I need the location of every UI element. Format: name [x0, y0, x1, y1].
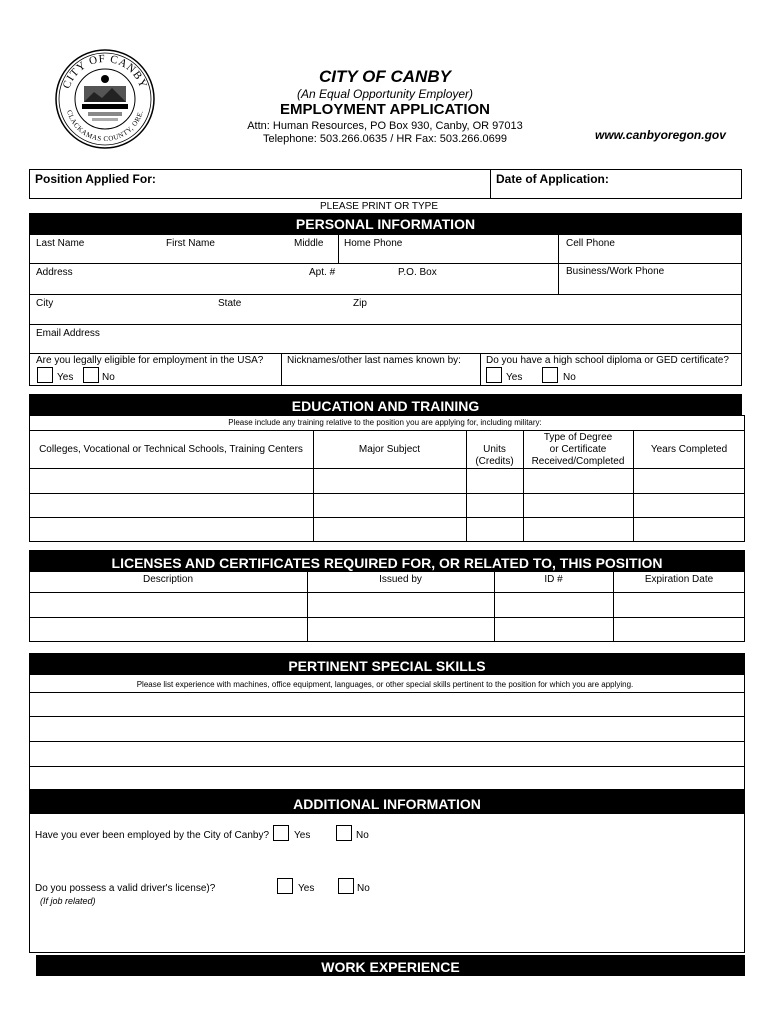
col-degree-header: Type of Degree or Certificate Received/Completed [531, 432, 625, 467]
home-phone-input[interactable] [344, 250, 552, 262]
diploma-yes-checkbox[interactable] [486, 367, 502, 383]
license-yes-label: Yes [298, 883, 315, 894]
employed-no-label: No [356, 830, 369, 841]
diploma-question: Do you have a high school diploma or GED certificate? [486, 355, 729, 366]
license-yes-checkbox[interactable] [277, 878, 293, 894]
eligible-no-label: No [102, 372, 115, 383]
col-id-header: ID # [544, 574, 563, 585]
license-note: (If job related) [40, 896, 96, 906]
cell-phone-label: Cell Phone [566, 238, 615, 249]
col-issued-header: Issued by [379, 574, 422, 585]
employed-yes-checkbox[interactable] [273, 825, 289, 841]
diploma-no-checkbox[interactable] [542, 367, 558, 383]
name-input[interactable] [36, 250, 332, 262]
position-label: Position Applied For: [35, 172, 156, 186]
position-input[interactable] [36, 186, 484, 198]
nicknames-input[interactable] [287, 369, 474, 383]
svg-text:CLACKAMAS COUNTY, ORE.: CLACKAMAS COUNTY, ORE. [65, 109, 145, 144]
last-name-label: Last Name [36, 238, 85, 249]
city-label: City [36, 298, 54, 309]
work-phone-input[interactable] [566, 280, 736, 292]
licenses-heading: LICENSES AND CERTIFICATES REQUIRED FOR, OR RELATED TO, THIS POSITION [29, 550, 745, 571]
col-years-header: Years Completed [650, 444, 728, 455]
col-major-header: Major Subject [358, 444, 421, 455]
personal-heading: PERSONAL INFORMATION [29, 213, 742, 234]
home-phone-label: Home Phone [344, 238, 403, 249]
mailing-address: Attn: Human Resources, PO Box 930, Canby, OR 97013 [247, 120, 523, 132]
svg-text:CITY OF CANBY: CITY OF CANBY [60, 52, 150, 91]
education-note: Please include any training relative to the position you are applying for, including military: [228, 418, 542, 427]
skills-heading: PERTINENT SPECIAL SKILLS [29, 653, 745, 674]
education-heading: EDUCATION AND TRAINING [29, 394, 742, 415]
eligible-no-checkbox[interactable] [83, 367, 99, 383]
cell-phone-input[interactable] [566, 250, 736, 262]
employer-subtitle: (An Equal Opportunity Employer) [296, 87, 474, 101]
col-units-header: Units (Credits) [475, 444, 514, 467]
employed-no-checkbox[interactable] [336, 825, 352, 841]
state-label: State [218, 298, 242, 309]
license-no-checkbox[interactable] [338, 878, 354, 894]
address-label: Address [36, 267, 73, 278]
telephone-line: Telephone: 503.266.0635 / HR Fax: 503.266.0699 [262, 133, 508, 145]
po-box-label: P.O. Box [398, 267, 437, 278]
zip-label: Zip [353, 298, 367, 309]
address-input[interactable] [36, 280, 552, 292]
col-schools-header: Colleges, Vocational or Technical Schools, Training Centers [39, 444, 303, 455]
middle-label: Middle [294, 238, 324, 249]
diploma-yes-label: Yes [506, 372, 523, 383]
employed-yes-label: Yes [294, 830, 311, 841]
work-heading: WORK EXPERIENCE [36, 955, 745, 976]
skills-note: Please list experience with machines, office equipment, languages, or other special skills pertinent to the position for which you are applying. [136, 680, 634, 689]
first-name-label: First Name [166, 238, 215, 249]
email-input[interactable] [36, 340, 736, 352]
eligible-question: Are you legally eligible for employment in the USA? [36, 355, 264, 366]
city-title: CITY OF CANBY [319, 67, 451, 86]
website-link[interactable]: www.canbyoregon.gov [595, 128, 726, 142]
additional-heading: ADDITIONAL INFORMATION [29, 790, 745, 813]
license-no-label: No [357, 883, 370, 894]
email-label: Email Address [36, 328, 100, 339]
col-description-header: Description [142, 574, 194, 585]
education-table [29, 415, 745, 542]
city-state-zip-input[interactable] [36, 310, 736, 322]
date-label: Date of Application: [496, 172, 609, 186]
employed-question: Have you ever been employed by the City of Canby? [35, 830, 270, 841]
eligible-yes-checkbox[interactable] [37, 367, 53, 383]
license-question: Do you possess a valid driver's license)? [35, 883, 216, 894]
form-title: EMPLOYMENT APPLICATION [280, 101, 490, 118]
print-note: PLEASE PRINT OR TYPE [320, 201, 439, 212]
work-phone-label: Business/Work Phone [566, 266, 665, 277]
col-expiration-header: Expiration Date [644, 574, 714, 585]
eligible-yes-label: Yes [57, 372, 74, 383]
date-input[interactable] [496, 186, 736, 198]
apt-label: Apt. # [309, 267, 336, 278]
diploma-no-label: No [563, 372, 576, 383]
city-seal-logo [54, 48, 156, 150]
nicknames-question: Nicknames/other last names known by: [287, 355, 461, 366]
